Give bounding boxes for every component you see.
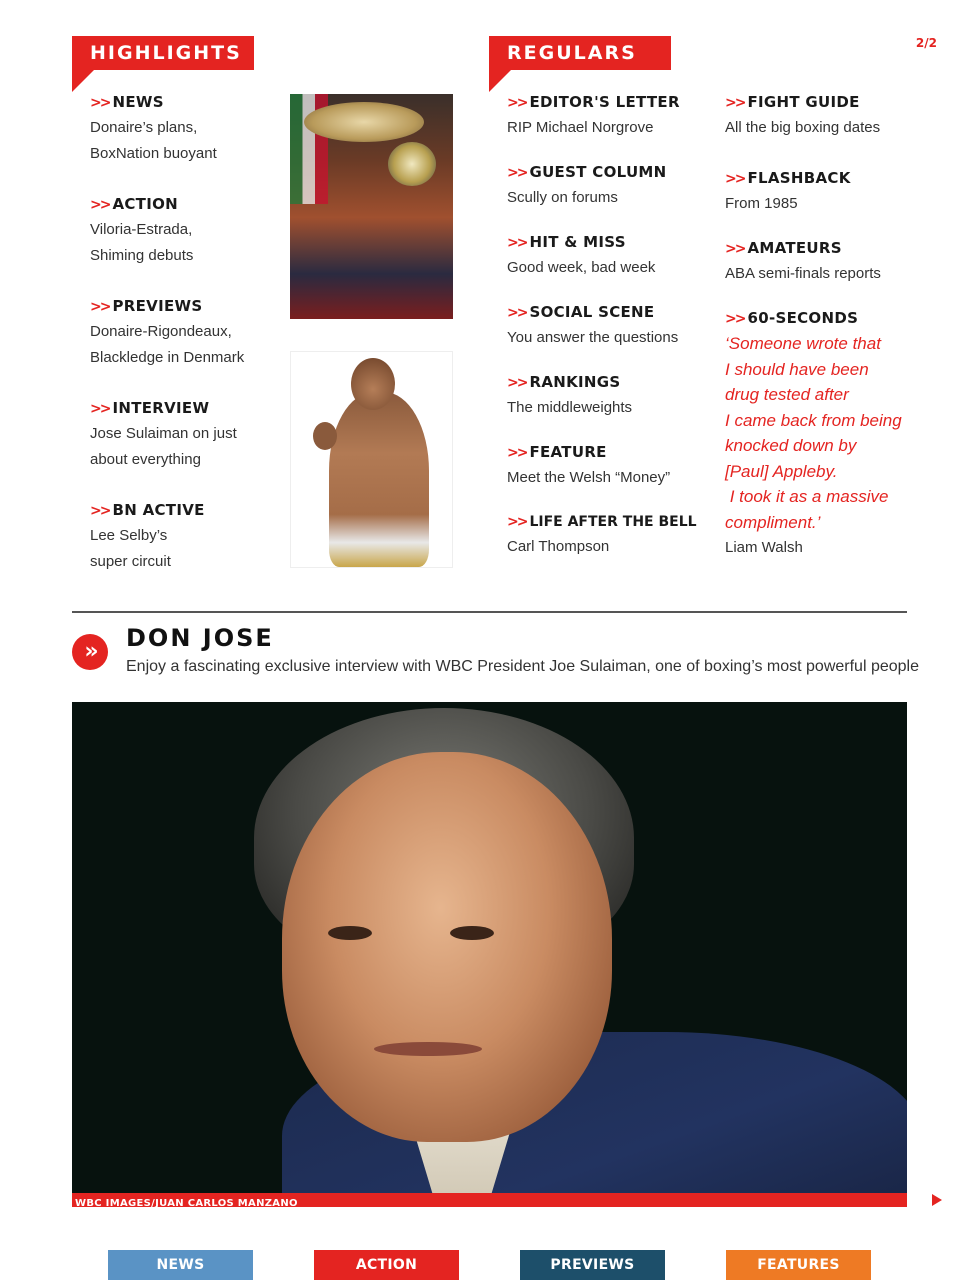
regulars-header (489, 36, 671, 94)
regular-desc: All the big boxing dates (725, 119, 881, 136)
regular-feature[interactable] (507, 442, 670, 491)
chevron-icon: >> (725, 95, 745, 111)
chevron-icon: >> (507, 305, 527, 321)
regular-desc: Good week, bad week (507, 259, 656, 276)
regulars-header-tail (489, 70, 511, 92)
chevron-icon: >> (725, 241, 745, 257)
regular-title: HIT & MISS (529, 233, 626, 251)
chevron-icon: >> (90, 197, 110, 213)
regular-desc: Carl Thompson (507, 538, 610, 555)
regular-flashback[interactable] (725, 168, 851, 217)
regulars-heading: REGULARS (489, 36, 671, 70)
chevron-icon: >> (507, 165, 527, 181)
highlights-heading: HIGHLIGHTS (72, 36, 254, 70)
highlight-news[interactable] (90, 92, 217, 167)
regular-desc: The middleweights (507, 399, 633, 416)
photo-credit: WBC IMAGES/JUAN CARLOS MANZANO (75, 1198, 298, 1209)
quote-line: I came back from being (725, 410, 902, 430)
regular-desc: RIP Michael Norgrove (507, 119, 654, 136)
chevron-icon: >> (507, 375, 527, 391)
mouth-shape (374, 1042, 482, 1056)
highlight-title: ACTION (112, 195, 179, 213)
left-eye-shape (328, 926, 372, 940)
highlight-desc: Shiming debuts (90, 247, 194, 264)
page-number: 2/2 (915, 36, 937, 50)
chevron-icon: >> (507, 235, 527, 251)
regular-title: LIFE AFTER THE BELL (529, 514, 697, 530)
quote-line: ‘Someone wrote that (725, 334, 881, 353)
regular-title: RANKINGS (529, 373, 621, 391)
highlight-desc: about everything (90, 451, 201, 468)
highlight-desc: super circuit (90, 553, 171, 570)
face-shape (282, 752, 612, 1142)
highlight-desc: Viloria-Estrada, (90, 221, 193, 238)
regular-60-seconds[interactable] (725, 308, 902, 561)
highlight-title: BN ACTIVE (112, 501, 205, 519)
regular-editors-letter[interactable] (507, 92, 680, 141)
regular-desc: From 1985 (725, 195, 798, 212)
regular-title: FLASHBACK (747, 169, 851, 187)
feature-portrait-photo[interactable] (72, 702, 907, 1196)
chevron-icon: >> (507, 95, 527, 111)
regular-social-scene[interactable] (507, 302, 678, 351)
title-belt-shape (388, 142, 436, 186)
boxer-head-shape (351, 358, 395, 410)
regular-title: EDITOR'S LETTER (529, 93, 680, 111)
highlight-action[interactable] (90, 194, 193, 269)
next-page-arrow-icon[interactable] (932, 1194, 942, 1206)
quote-line: knocked down by (725, 436, 857, 455)
boxer-fist-shape (313, 422, 337, 450)
regular-desc: Scully on forums (507, 189, 618, 206)
regular-title: GUEST COLUMN (529, 163, 667, 181)
regular-guest-column[interactable] (507, 162, 667, 211)
regular-title: 60-SECONDS (747, 309, 859, 327)
nav-features-button[interactable]: FEATURES (726, 1250, 871, 1280)
photo-credit-bar (72, 1193, 907, 1207)
highlights-header (72, 36, 254, 94)
highlights-header-tail (72, 70, 94, 92)
regular-desc: ABA semi-finals reports (725, 265, 881, 282)
chevron-icon: >> (725, 171, 745, 187)
highlight-desc: Donaire-Rigondeaux, (90, 323, 232, 340)
quote-line: I took it as a massive (725, 487, 889, 506)
chevron-icon: >> (725, 311, 745, 327)
chevron-icon: >> (507, 514, 527, 530)
nav-action-button[interactable]: ACTION (314, 1250, 459, 1280)
highlight-desc: BoxNation buoyant (90, 145, 217, 162)
highlight-desc: Blackledge in Denmark (90, 349, 245, 366)
quote-line: [Paul] Appleby. (725, 461, 838, 481)
boxer-portrait-photo (290, 351, 453, 568)
highlight-desc: Lee Selby’s (90, 527, 168, 544)
regular-rankings[interactable] (507, 372, 632, 421)
quote-line: compliment.’ (725, 512, 821, 532)
highlight-desc: Jose Sulaiman on just (90, 425, 237, 442)
regular-desc: You answer the questions (507, 329, 679, 346)
nav-news-button[interactable]: NEWS (108, 1250, 253, 1280)
chevron-icon: >> (507, 445, 527, 461)
quote-attribution: Liam Walsh (725, 539, 803, 556)
feature-subtitle: Enjoy a fascinating exclusive interview with WBC President Joe Sulaiman, one of boxing’s most powerful people (126, 658, 919, 675)
sombrero-shape (304, 102, 424, 142)
regular-title: FIGHT GUIDE (747, 93, 860, 111)
right-eye-shape (450, 926, 494, 940)
quote-line: I should have been (725, 359, 869, 379)
feature-title[interactable]: DON JOSE (126, 624, 274, 652)
highlight-interview[interactable] (90, 398, 237, 473)
highlight-title: INTERVIEW (112, 399, 210, 417)
nav-previews-button[interactable]: PREVIEWS (520, 1250, 665, 1280)
regular-title: FEATURE (529, 443, 607, 461)
regular-amateurs[interactable] (725, 238, 881, 287)
highlight-title: PREVIEWS (112, 297, 203, 315)
regular-title: AMATEURS (747, 239, 842, 257)
boxer-body-shape (329, 392, 429, 567)
chevron-icon: >> (90, 401, 110, 417)
highlight-title: NEWS (112, 93, 164, 111)
highlight-previews[interactable] (90, 296, 244, 371)
chevron-icon: >> (90, 95, 110, 111)
highlight-desc: Donaire’s plans, (90, 119, 198, 136)
regular-hit-and-miss[interactable] (507, 232, 655, 281)
section-divider (72, 611, 907, 613)
boxer-celebration-photo (290, 94, 453, 319)
double-chevron-icon[interactable]: » (72, 634, 108, 670)
regular-fight-guide[interactable] (725, 92, 880, 141)
chevron-icon: >> (90, 299, 110, 315)
regular-life-after-the-bell[interactable] (507, 512, 697, 560)
regular-desc: Meet the Welsh “Money” (507, 469, 671, 486)
regular-title: SOCIAL SCENE (529, 303, 655, 321)
highlight-bn-active[interactable] (90, 500, 205, 575)
quote-line: drug tested after (725, 385, 849, 404)
chevron-icon: >> (90, 503, 110, 519)
